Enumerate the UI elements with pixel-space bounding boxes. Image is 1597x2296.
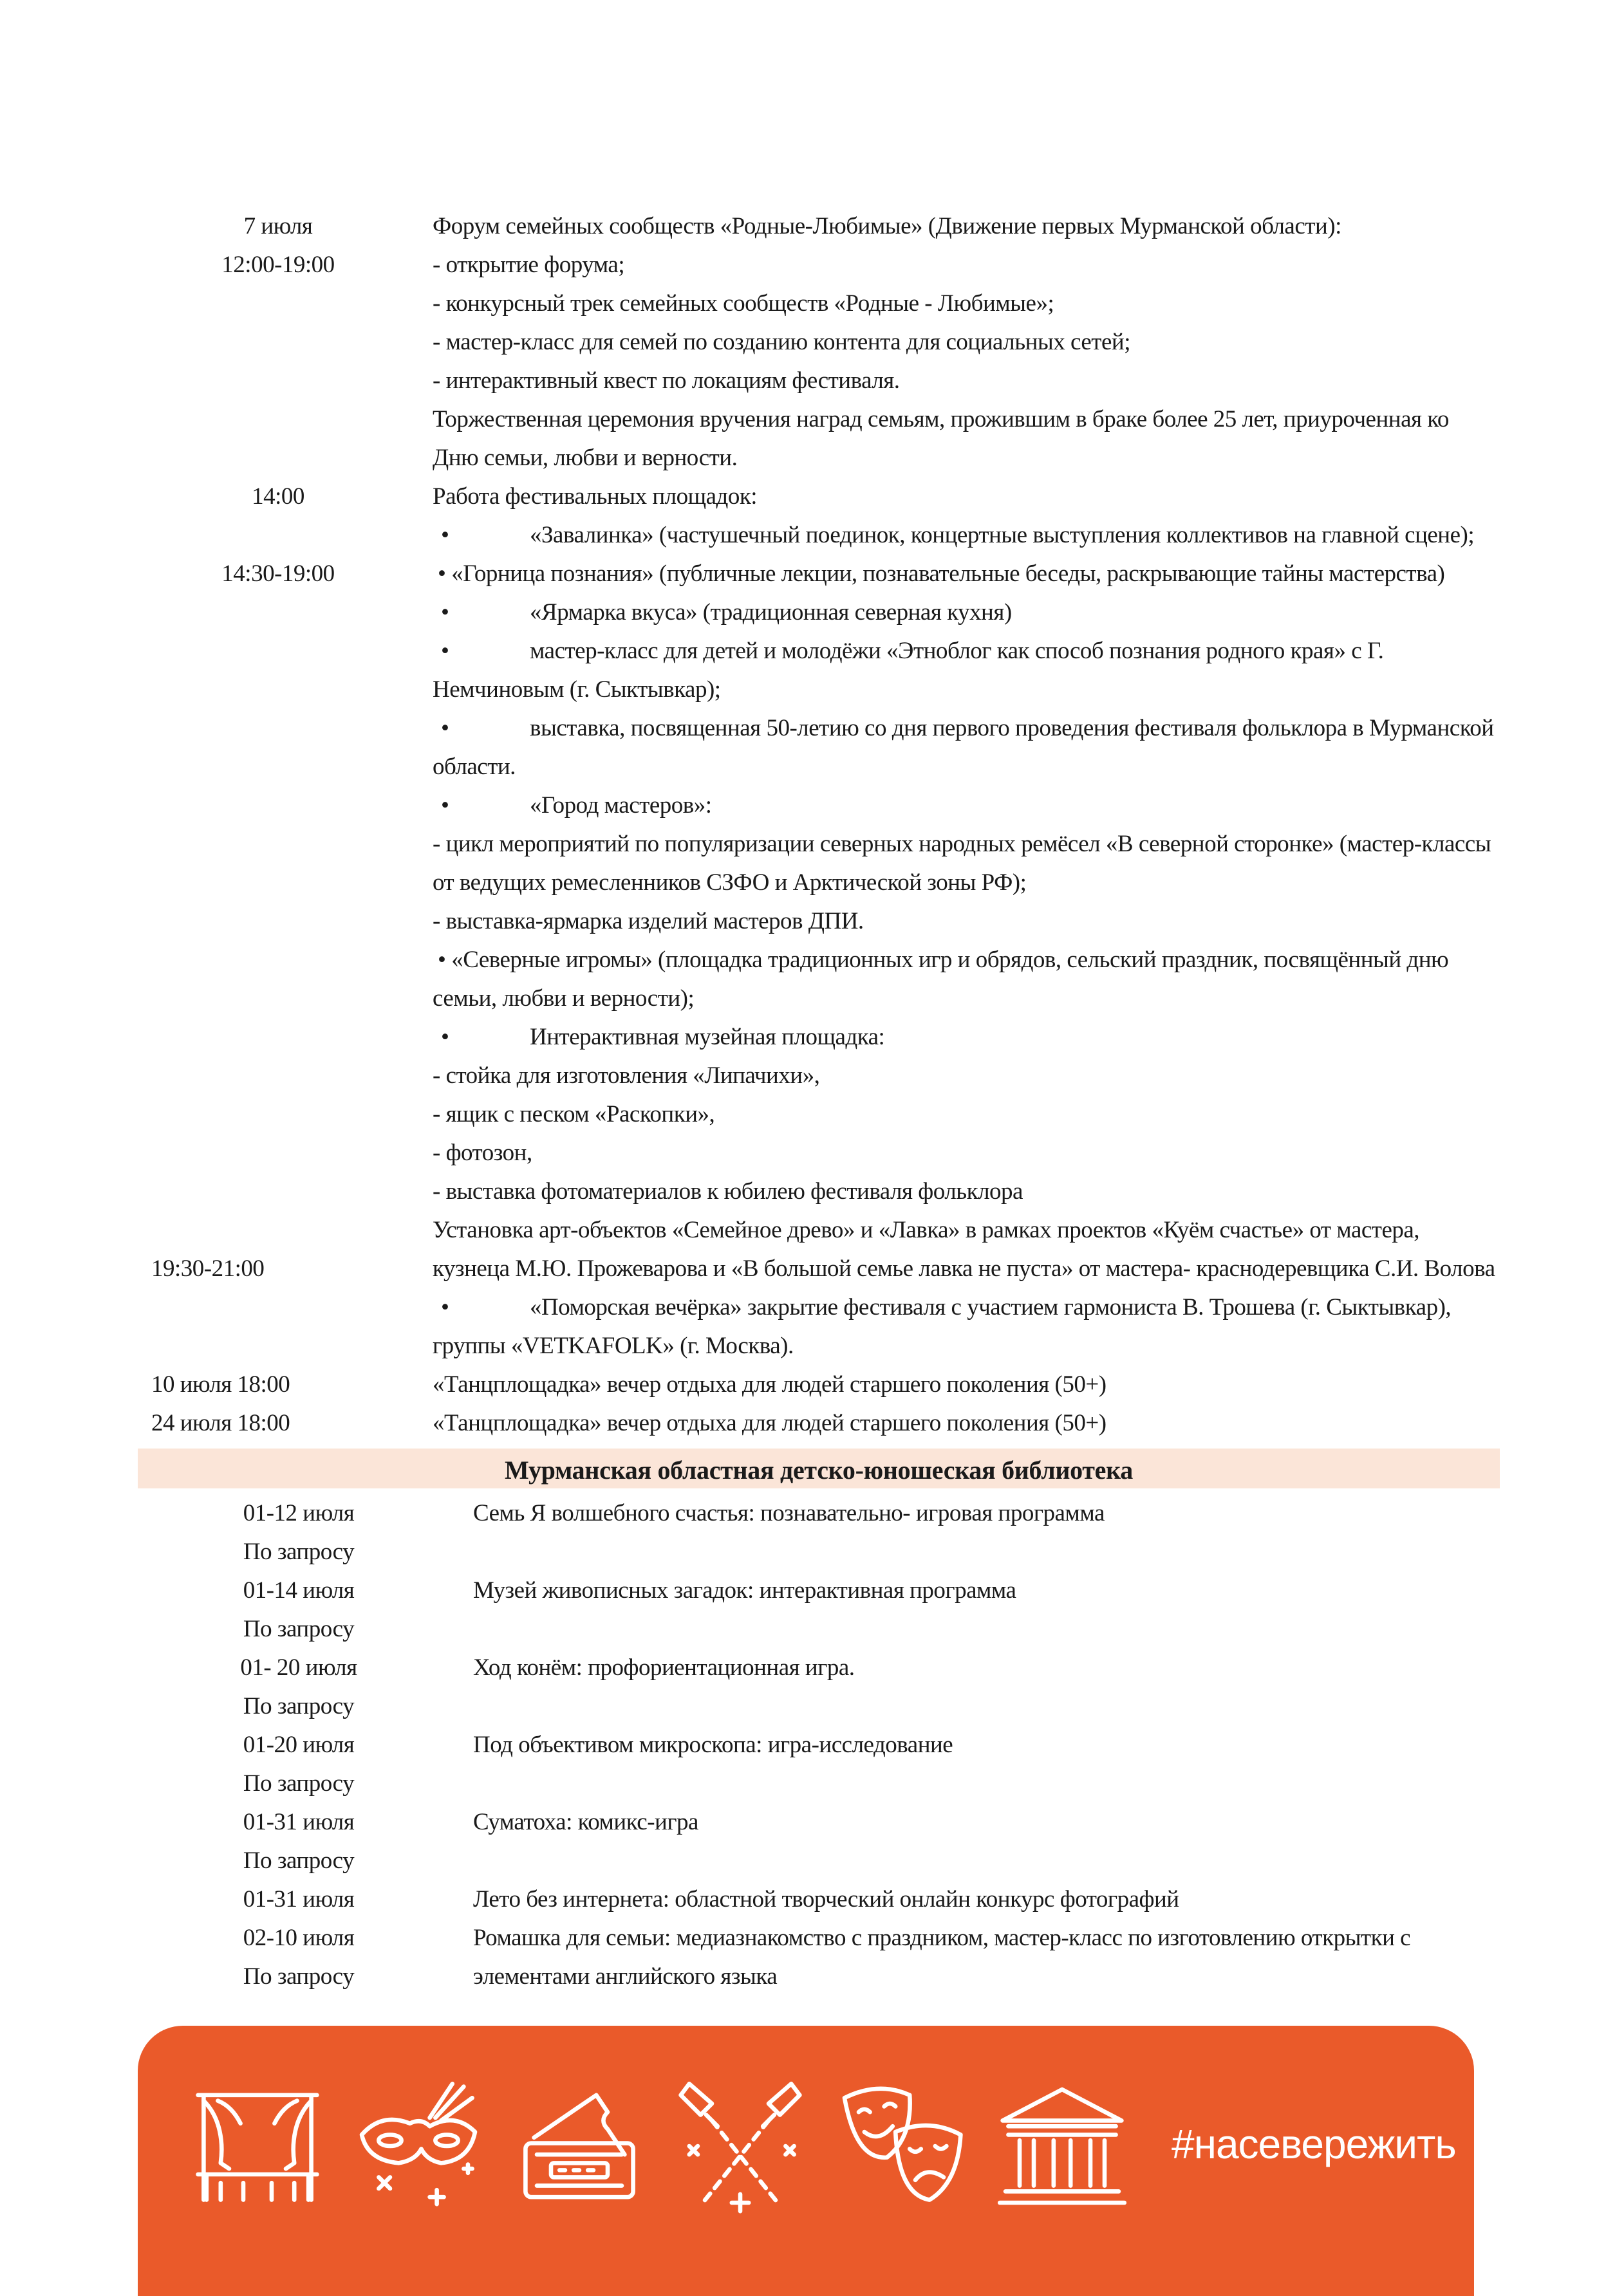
bullet: • (441, 638, 449, 664)
event-text: Ромашка для семьи: медиазнакомство с праздником, мастер-класс по изготовлению открытки с (473, 1925, 1411, 1951)
event-text: элементами английского языка (473, 1963, 778, 1990)
event-date: 01- 20 июля (240, 1654, 357, 1681)
schedule-text: - ящик с песком «Раскопки», (433, 1101, 715, 1127)
tickets-icon (509, 2072, 650, 2220)
schedule-text: Установка арт-объектов «Семейное древо» и «Лавка» в рамках проектов «Куём счастье» от мастера, (433, 1217, 1420, 1243)
schedule-text: от ведущих ремесленников СЗФО и Арктической зоны РФ); (433, 869, 1027, 896)
schedule-time: 14:00 (252, 483, 304, 510)
schedule-text: «Танцплощадка» вечер отдыха для людей старшего поколения (50+) (433, 1371, 1107, 1398)
bullet: • (441, 522, 449, 548)
event-text: Семь Я волшебного счастья: познавательно- игровая программа (473, 1500, 1105, 1526)
schedule-text: Немчиновым (г. Сыктывкар); (433, 676, 721, 703)
museum-building-icon (991, 2072, 1133, 2220)
event-date: 01-31 июля (243, 1809, 355, 1835)
schedule-text: - стойка для изготовления «Липачихи», (433, 1062, 820, 1089)
schedule-text: Дню семьи, любви и верности. (433, 445, 738, 471)
theater-masks-icon (830, 2072, 972, 2220)
schedule-text: семьи, любви и верности); (433, 985, 695, 1012)
schedule-text: - выставка-ярмарка изделий мастеров ДПИ. (433, 908, 864, 934)
bullet: • (441, 715, 449, 741)
schedule-text: «Ярмарка вкуса» (традиционная северная кухня) (530, 599, 1012, 625)
schedule-text: • «Северные игромы» (площадка традиционных игр и обрядов, сельский праздник, посвящённый дню (438, 947, 1449, 973)
event-date: 01-20 июля (243, 1732, 355, 1758)
schedule-text: Работа фестивальных площадок: (433, 483, 758, 510)
event-date: 01-12 июля (243, 1500, 355, 1526)
schedule-text: - цикл мероприятий по популяризации северных народных ремёсел «В северной сторонке» (мастер-классы (433, 831, 1491, 857)
carnival-mask-icon (348, 2072, 489, 2220)
event-date: 01-31 июля (243, 1886, 355, 1912)
schedule-time: 24 июля 18:00 (151, 1410, 290, 1436)
event-date: По запросу (243, 1770, 355, 1797)
schedule-text: «Поморская вечёрка» закрытие фестиваля с участием гармониста В. Трошева (г. Сыктывкар), (530, 1294, 1452, 1320)
schedule-text: «Танцплощадка» вечер отдыха для людей старшего поколения (50+) (433, 1410, 1107, 1436)
event-date: 02-10 июля (243, 1925, 355, 1951)
schedule-text: Торжественная церемония вручения наград семьям, прожившим в браке более 25 лет, приуроченная ко (433, 406, 1449, 432)
schedule-time: 7 июля (243, 213, 313, 239)
event-text: Под объективом микроскопа: игра-исследование (473, 1732, 953, 1758)
schedule-time: 19:30-21:00 (151, 1255, 265, 1282)
schedule-text: группы «VETKAFOLK» (г. Москва). (433, 1333, 794, 1359)
bullet: • (441, 1024, 449, 1050)
schedule-text: - выставка фотоматериалов к юбилею фестиваля фольклора (433, 1178, 1023, 1205)
event-text: Ход конём: профориентационная игра. (473, 1654, 855, 1681)
section-title: Мурманская областная детско-юношеская библиотека (505, 1456, 1133, 1485)
schedule-text: выставка, посвященная 50-летию со дня первого проведения фестиваля фольклора в Мурманской (530, 715, 1494, 741)
event-date: По запросу (243, 1539, 355, 1565)
event-text: Суматоха: комикс-игра (473, 1809, 698, 1835)
schedule-text: - конкурсный трек семейных сообществ «Родные - Любимые»; (433, 290, 1054, 317)
schedule-text: Интерактивная музейная площадка: (530, 1024, 885, 1050)
event-date: 01-14 июля (243, 1577, 355, 1604)
event-date: По запросу (243, 1616, 355, 1642)
bullet: • (441, 599, 449, 625)
schedule-text: «Город мастеров»: (530, 792, 712, 819)
schedule-text: - интерактивный квест по локациям фестиваля. (433, 367, 900, 394)
schedule-text: - мастер-класс для семей по созданию контента для социальных сетей; (433, 329, 1130, 355)
bullet: • (441, 792, 449, 819)
schedule-text: • «Горница познания» (публичные лекции, познавательные беседы, раскрывающие тайны мастерства) (438, 560, 1445, 587)
schedule-text: «Завалинка» (частушечный поединок, концертные выступления коллективов на главной сцене); (530, 522, 1475, 548)
event-text: Музей живописных загадок: интерактивная программа (473, 1577, 1016, 1604)
schedule-text: области. (433, 754, 516, 780)
bullet: • (441, 1294, 449, 1320)
schedule-time: 10 июля 18:00 (151, 1371, 290, 1398)
schedule-text: - открытие форума; (433, 252, 625, 278)
section-header (138, 1449, 1500, 1488)
event-date: По запросу (243, 1963, 355, 1990)
theater-stage-icon (187, 2072, 328, 2220)
schedule-text: мастер-класс для детей и молодёжи «Этноблог как способ познания родного края» с Г. (530, 638, 1384, 664)
schedule-text: - фотозон, (433, 1140, 532, 1166)
event-date: По запросу (243, 1693, 355, 1719)
event-text: Лето без интернета: областной творческий онлайн конкурс фотографий (473, 1886, 1179, 1912)
spotlights-icon (669, 2072, 811, 2220)
hashtag: #насевережить (1172, 2121, 1456, 2167)
schedule-text: кузнеца М.Ю. Прожеварова и «В большой семье лавка не пуста» от мастера- краснодеревщика С.И. Волова (433, 1255, 1495, 1282)
schedule-time: 12:00-19:00 (221, 252, 335, 278)
event-date: По запросу (243, 1847, 355, 1874)
schedule-text: Форум семейных сообществ «Родные-Любимые» (Движение первых Мурманской области): (433, 213, 1341, 239)
schedule-time: 14:30-19:00 (221, 560, 335, 587)
